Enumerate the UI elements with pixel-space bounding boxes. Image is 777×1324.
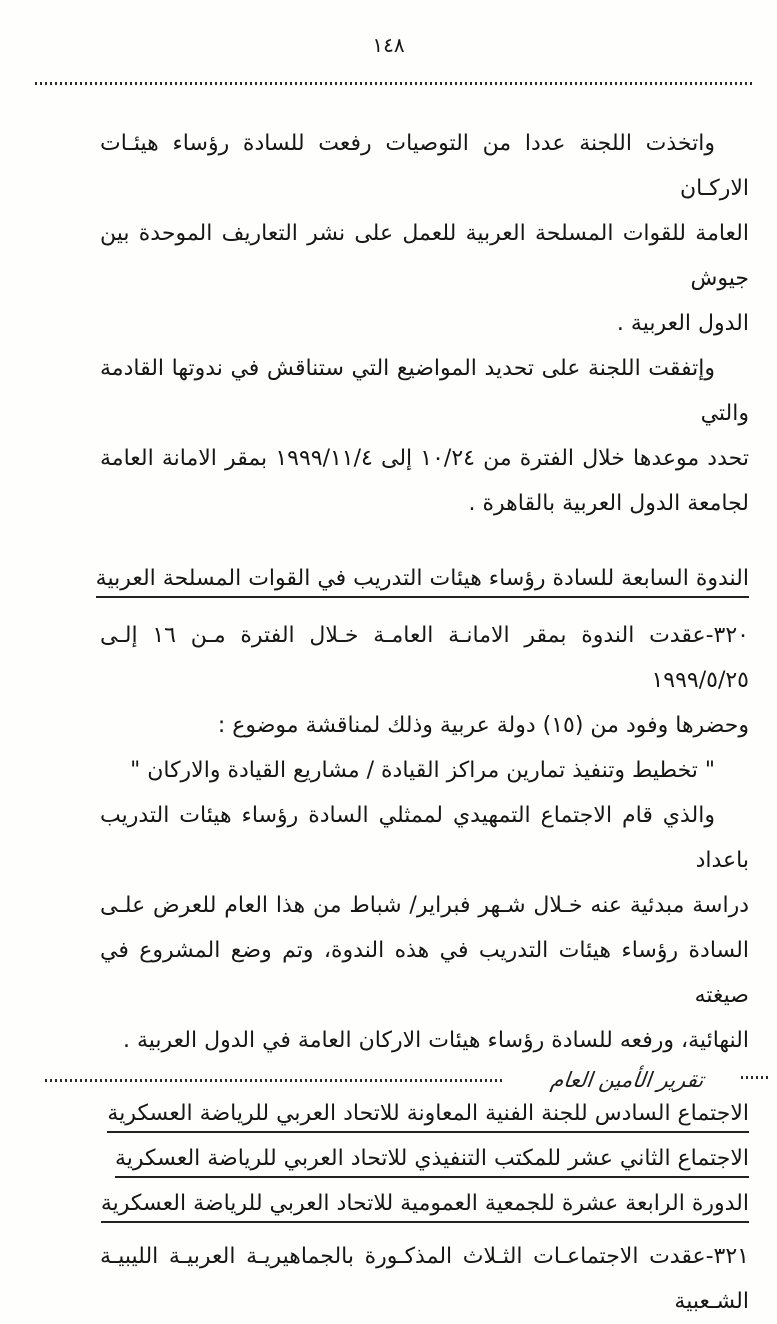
footer-signature: تقرير الأمين العام [549,1068,705,1092]
heading-twelfth-executive-office [40,1136,749,1181]
paragraph-line: وحضرها وفود من (١٥) دولة عربية وذلك لمناقشة موضوع : [217,713,749,738]
paragraph-line: والذي قام الاجتماع التمهيدي لممثلي السادة رؤساء هيئات التدريب باعداد [100,803,749,873]
paragraph-line: العامة للقوات المسلحة العربية للعمل على نشر التعاريف الموحدة بين جيوش [100,221,749,291]
paragraph-line: النهائية، ورفعه للسادة رؤساء هيئات الاركان العامة في الدول العربية . [123,1028,749,1053]
scanned-document-page [0,30,777,1314]
heading-underlined-text: الاجتماع السادس للجنة الفنية المعاونة للاتحاد العربي للرياضة العسكرية [107,1101,749,1133]
paragraph-line: لجامعة الدول العربية بالقاهرة . [468,491,749,516]
top-dotted-rule [35,82,755,85]
numbered-item-321-line: ٣٢١-عقدت الاجتماعـات الثـلاث المذكـورة بالجماهيريـة العربيـة الليبيـة الشـعبية [100,1244,749,1314]
heading-underlined-text: الاجتماع الثاني عشر للمكتب التنفيذي للاتحاد العربي للرياضة العسكرية [115,1146,749,1178]
paragraph-line: واتخذت اللجنة عددا من التوصيات رفعت للسادة رؤساء هيئـات الاركـان [100,131,749,201]
body-text-block-1 [100,121,749,526]
heading-fourteenth-general-assembly [40,1181,749,1226]
footer-dash [741,1076,771,1079]
paragraph-line: الدول العربية . [616,311,749,336]
page-footer [0,1058,777,1120]
quoted-topic-line: " تخطيط وتنفيذ تمارين مراكز القيادة / مشاريع القيادة والاركان " [130,758,715,783]
body-text-block-3 [100,1234,749,1324]
numbered-item-320-line: ٣٢٠-عقدت الندوة بمقر الامانـة العامـة خـلال الفترة مـن ١٦ إلـى ١٩٩٩/٥/٢٥ [100,623,749,693]
section-heading-seminar [40,556,749,601]
paragraph-line: تحدد موعدها خلال الفترة من ١٠/٢٤ إلى ١٩٩٩/١١/٤ بمقر الامانة العامة [100,446,749,471]
paragraph-line: دراسة مبدئية عنه خـلال شـهر فبراير/ شباط من هذا العام للعرض علـى [100,893,749,918]
paragraph-line: السادة رؤساء هيئات التدريب في هذه الندوة، وتم وضع المشروع في صيغته [100,938,749,1008]
page-number: ١٤٨ [372,33,405,57]
footer-dotted-rule [45,1079,505,1082]
heading-underlined-text: الدورة الرابعة عشرة للجمعية العمومية للاتحاد العربي للرياضة العسكرية [101,1191,749,1223]
body-text-block-2 [100,613,749,1063]
heading-underlined-text: الندوة السابعة للسادة رؤساء هيئات التدريب في القوات المسلحة العربية [96,566,749,598]
paragraph-line: وإتفقت اللجنة على تحديد المواضيع التي ستناقش في ندوتها القادمة والتي [100,356,749,426]
